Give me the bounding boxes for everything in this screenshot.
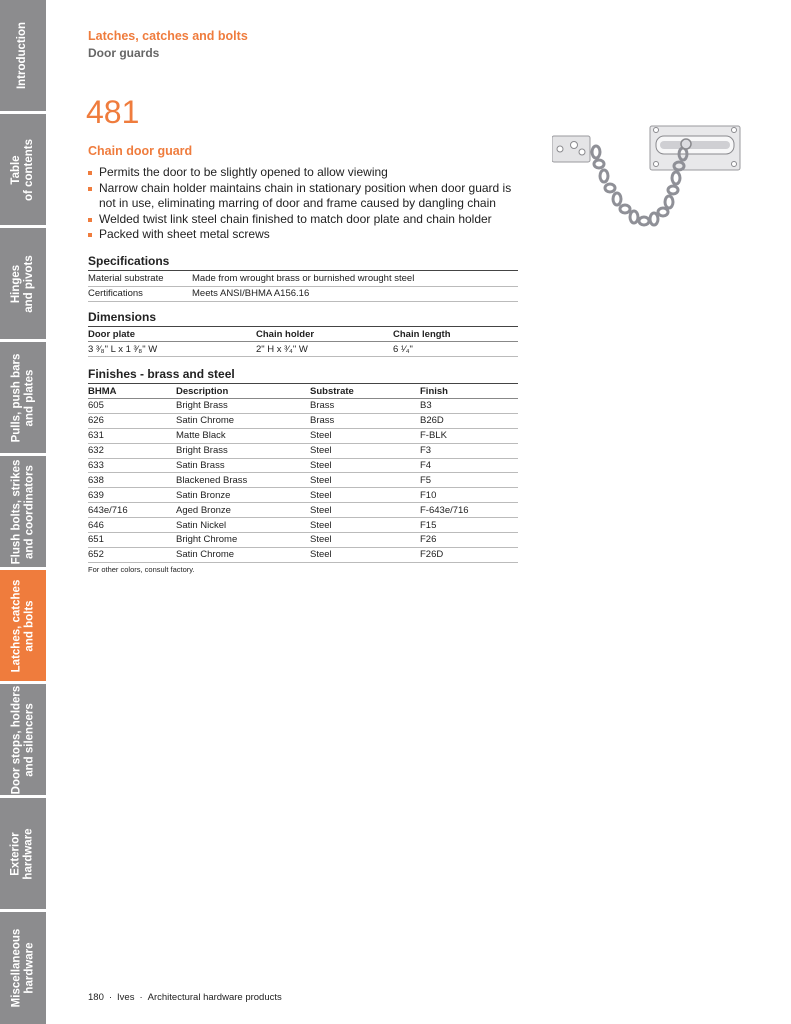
chain-door-guard-image xyxy=(552,122,750,234)
table-cell: Steel xyxy=(310,488,420,503)
tab-exterior-hardware[interactable] xyxy=(0,798,46,909)
separator: · xyxy=(108,992,113,1003)
table-cell: 643e/716 xyxy=(88,503,176,518)
table-row xyxy=(88,413,518,428)
table-cell: Satin Nickel xyxy=(176,518,310,533)
table-row xyxy=(88,399,518,414)
table-cell: B26D xyxy=(420,413,518,428)
tab-latches-catches-bolts[interactable] xyxy=(0,570,46,681)
tab-flush-bolts[interactable] xyxy=(0,456,46,567)
table-row xyxy=(88,533,518,548)
table-cell: Steel xyxy=(310,547,420,562)
tab-label: Hinges and pivots xyxy=(10,254,36,313)
table-cell: 6 ¹⁄₄" xyxy=(393,342,518,357)
brand-name: Ives xyxy=(117,992,135,1003)
table-row xyxy=(88,488,518,503)
table-cell: Aged Bronze xyxy=(176,503,310,518)
specifications-title: Specifications xyxy=(88,254,170,268)
table-cell: Steel xyxy=(310,533,420,548)
table-cell: 2" H x ³⁄₄" W xyxy=(256,342,393,357)
subcategory-heading: Door guards xyxy=(88,46,160,60)
tab-table-of-contents[interactable] xyxy=(0,114,46,225)
table-row xyxy=(88,473,518,488)
table-cell: Steel xyxy=(310,458,420,473)
dimensions-table xyxy=(88,327,518,357)
table-cell: Bright Brass xyxy=(176,399,310,414)
list-item: Permits the door to be slightly opened to allow viewing xyxy=(88,165,528,181)
table-cell: F3 xyxy=(420,443,518,458)
table-cell: Brass xyxy=(310,413,420,428)
product-number: 481 xyxy=(86,94,140,130)
table-cell: 626 xyxy=(88,413,176,428)
spec-value: Made from wrought brass or burnished wrought steel xyxy=(192,271,518,286)
feature-list xyxy=(88,165,528,243)
finishes-note: For other colors, consult factory. xyxy=(88,565,195,574)
table-cell: F15 xyxy=(420,518,518,533)
list-item: Narrow chain holder maintains chain in stationary position when door guard is not in use, eliminating marring of door and frame caused by dangling chain xyxy=(88,181,528,212)
tab-label: Pulls, push bars and plates xyxy=(10,353,36,442)
column-header: BHMA xyxy=(88,384,176,399)
spec-label: Material substrate xyxy=(88,271,192,286)
table-cell: 3 ³⁄₈" L x 1 ³⁄₈" W xyxy=(88,342,256,357)
column-header: Finish xyxy=(420,384,518,399)
table-cell: F26 xyxy=(420,533,518,548)
table-row xyxy=(88,503,518,518)
tab-label: Door stops, holders and silencers xyxy=(10,685,35,794)
table-cell: Steel xyxy=(310,473,420,488)
table-row xyxy=(88,342,518,357)
table-cell: F-BLK xyxy=(420,428,518,443)
table-row xyxy=(88,518,518,533)
table-row xyxy=(88,443,518,458)
table-cell: 639 xyxy=(88,488,176,503)
column-header: Description xyxy=(176,384,310,399)
spec-value: Meets ANSI/BHMA A156.16 xyxy=(192,286,518,302)
table-cell: Steel xyxy=(310,443,420,458)
column-header: Chain length xyxy=(393,327,518,342)
tab-label: Latches, catches and bolts xyxy=(10,579,35,672)
table-cell: Blackened Brass xyxy=(176,473,310,488)
table-row xyxy=(88,428,518,443)
table-cell: 633 xyxy=(88,458,176,473)
table-cell: F4 xyxy=(420,458,518,473)
tab-introduction[interactable] xyxy=(0,0,46,111)
dimensions-title: Dimensions xyxy=(88,310,157,324)
table-cell: Brass xyxy=(310,399,420,414)
category-heading: Latches, catches and bolts xyxy=(88,29,248,43)
table-cell: F10 xyxy=(420,488,518,503)
tab-hinges-and-pivots[interactable] xyxy=(0,228,46,339)
table-cell: 605 xyxy=(88,399,176,414)
table-cell: 646 xyxy=(88,518,176,533)
table-cell: Matte Black xyxy=(176,428,310,443)
tab-label: Exterior hardware xyxy=(10,827,36,880)
table-cell: 638 xyxy=(88,473,176,488)
table-cell: F26D xyxy=(420,547,518,562)
table-cell: B3 xyxy=(420,399,518,414)
tab-label: Table of contents xyxy=(10,138,36,201)
table-header-row xyxy=(88,384,518,399)
table-cell: Steel xyxy=(310,428,420,443)
table-row xyxy=(88,271,518,286)
tab-label: Miscellaneous hardware xyxy=(10,928,35,1008)
table-cell: Satin Chrome xyxy=(176,547,310,562)
table-cell: Satin Chrome xyxy=(176,413,310,428)
table-row xyxy=(88,286,518,302)
column-header: Substrate xyxy=(310,384,420,399)
tab-miscellaneous-hardware[interactable] xyxy=(0,912,46,1024)
tab-pulls-push-bars[interactable] xyxy=(0,342,46,453)
page-footer xyxy=(88,992,282,1003)
table-row xyxy=(88,547,518,562)
product-name: Chain door guard xyxy=(88,144,193,158)
tab-door-stops[interactable] xyxy=(0,684,46,795)
finishes-title: Finishes - brass and steel xyxy=(88,367,235,381)
table-cell: Steel xyxy=(310,503,420,518)
finishes-table xyxy=(88,384,518,563)
table-cell: 631 xyxy=(88,428,176,443)
table-cell: 632 xyxy=(88,443,176,458)
section-tabs xyxy=(0,0,46,1024)
column-header: Chain holder xyxy=(256,327,393,342)
table-cell: Bright Chrome xyxy=(176,533,310,548)
table-header-row xyxy=(88,327,518,342)
column-header: Door plate xyxy=(88,327,256,342)
table-cell: Satin Bronze xyxy=(176,488,310,503)
spec-label: Certifications xyxy=(88,286,192,302)
table-cell: Satin Brass xyxy=(176,458,310,473)
table-row xyxy=(88,458,518,473)
table-cell: Bright Brass xyxy=(176,443,310,458)
table-cell: 652 xyxy=(88,547,176,562)
page-number: 180 xyxy=(88,992,104,1003)
table-cell: F5 xyxy=(420,473,518,488)
tab-label: Flush bolts, strikes and coordinators xyxy=(10,459,35,564)
catalog-title: Architectural hardware products xyxy=(147,992,282,1003)
table-cell: F-643e/716 xyxy=(420,503,518,518)
tab-label: Introduction xyxy=(16,21,29,90)
specifications-table xyxy=(88,271,518,302)
separator: · xyxy=(139,992,143,1003)
table-cell: Steel xyxy=(310,518,420,533)
list-item: Welded twist link steel chain finished to match door plate and chain holder xyxy=(88,212,528,228)
table-cell: 651 xyxy=(88,533,176,548)
list-item: Packed with sheet metal screws xyxy=(88,227,528,243)
